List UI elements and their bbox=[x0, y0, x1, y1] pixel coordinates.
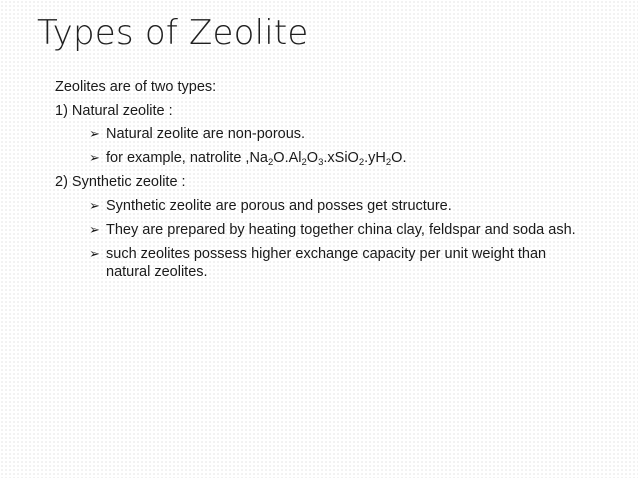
bullet-text: They are prepared by heating together china clay, feldspar and soda ash. bbox=[106, 222, 576, 238]
section-heading-natural: 1) Natural zeolite : bbox=[55, 103, 173, 119]
bullet-text-formula: for example, natrolite $,Na_2O.Al_2O_3.xSiO_2.yH_2O$. bbox=[106, 150, 407, 168]
slide-title: Types of Zeolite bbox=[37, 13, 309, 53]
arrow-bullet-icon: ➢ bbox=[89, 246, 100, 261]
arrow-bullet-icon: ➢ bbox=[89, 126, 100, 141]
arrow-bullet-icon: ➢ bbox=[89, 198, 100, 213]
arrow-bullet-icon: ➢ bbox=[89, 222, 100, 237]
bullet-text: Natural zeolite are non-porous. bbox=[106, 126, 306, 142]
bullet-text: such zeolites possess higher exchange capacity per unit weight than natural zeolites. bbox=[106, 246, 547, 280]
bullet-text: Synthetic zeolite are porous and posses get structure. bbox=[106, 198, 452, 214]
intro-text: Zeolites are of two types: bbox=[55, 79, 217, 95]
arrow-bullet-icon: ➢ bbox=[89, 150, 100, 165]
section-heading-synthetic: 2) Synthetic zeolite : bbox=[55, 174, 186, 190]
